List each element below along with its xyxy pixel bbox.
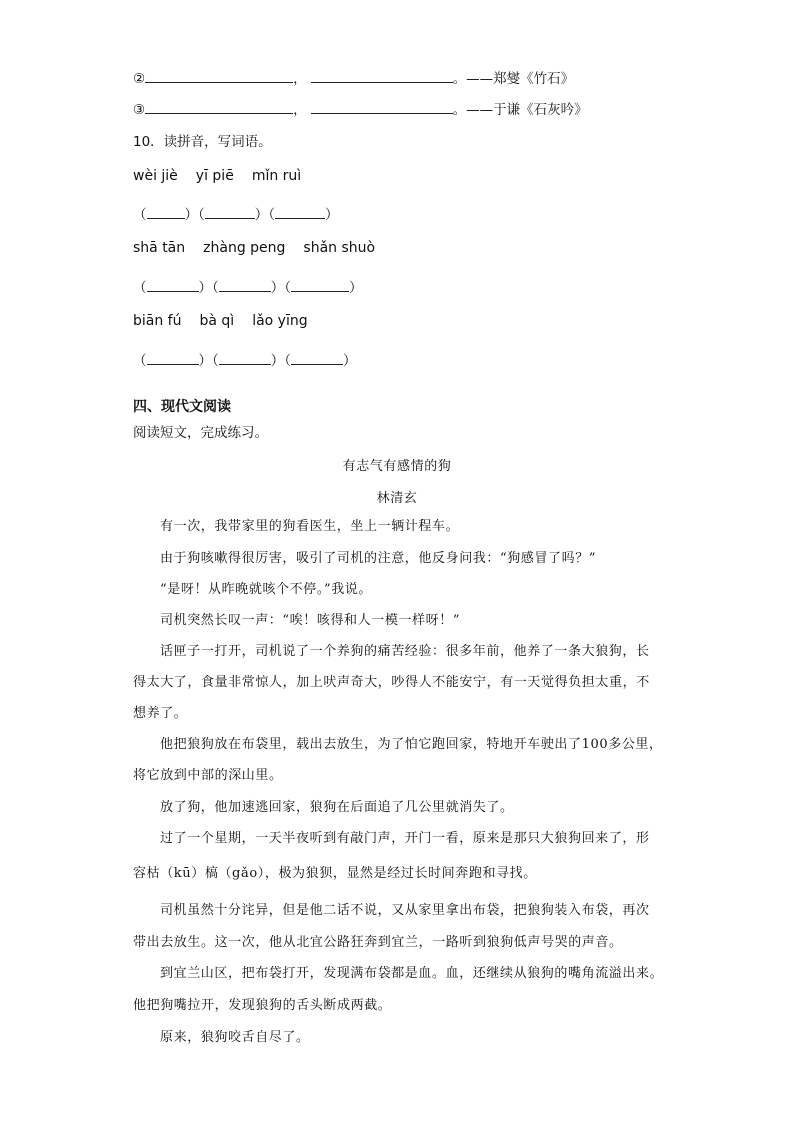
separator: ， [293, 71, 307, 87]
essay-paragraph: 过了一个星期，一天半夜听到有敲门声，开门一看，原来是那只大狼狗回来了，形 [160, 831, 650, 846]
answer-blank[interactable] [311, 68, 453, 83]
answer-blank[interactable] [205, 206, 255, 219]
poem-marker: ③ [133, 102, 146, 118]
answer-blank[interactable] [311, 99, 453, 114]
answer-blank[interactable] [219, 352, 271, 365]
poem-marker: ② [133, 71, 146, 87]
pinyin-item: yī piē [195, 168, 234, 184]
essay-paragraph: 由于狗咳嗽得很厉害，吸引了司机的注意，他反身问我：“狗感冒了吗？” [160, 551, 597, 566]
essay-paragraph: 话匣子一打开，司机说了一个养狗的痛苦经验：很多年前，他养了一条大狼狗，长 [160, 644, 650, 659]
poem-source: ——郑燮《竹石》 [466, 71, 575, 87]
essay-paragraph: 有一次，我带家里的狗看医生，坐上一辆计程车。 [160, 519, 460, 534]
poem-line-3 [133, 98, 588, 118]
essay-title: 有志气有感情的狗 [342, 459, 452, 474]
answer-blank[interactable] [291, 352, 343, 365]
essay-paragraph: 司机虽然十分诧异，但是他二话不说，又从家里拿出布袋，把狼狗装入布袋，再次 [160, 903, 650, 918]
essay-paragraph: 原来，狼狗咬舌自尽了。 [160, 1030, 310, 1045]
poem-line-2 [133, 67, 574, 87]
pinyin-item: bà qì [199, 313, 235, 329]
essay-paragraph: 得太大了，食量非常惊人，加上吠声奇大，吵得人不能安宁，有一天觉得负担太重，不 [133, 675, 650, 690]
essay-paragraph: 将它放到中部的深山里。 [133, 768, 283, 783]
pinyin-item: shā tān [133, 240, 186, 256]
pinyin-row-2 [133, 240, 393, 256]
answer-blank[interactable] [145, 68, 293, 83]
pinyin-item: lǎo yīng [252, 313, 308, 329]
pinyin-row-3 [133, 313, 326, 329]
period: 。 [452, 102, 467, 118]
answer-blank[interactable] [275, 206, 325, 219]
answer-blank[interactable] [291, 279, 349, 292]
essay-paragraph: 放了狗，他加速逃回家，狼狗在后面追了几公里就消失了。 [160, 800, 514, 815]
essay-paragraph: 容枯（kū）槁（gǎo），极为狼狈，显然是经过长时间奔跑和寻找。 [133, 866, 537, 881]
pinyin-item: shǎn shuò [303, 240, 376, 256]
answer-blank[interactable] [147, 206, 185, 219]
essay-paragraph: 到宜兰山区，把布袋打开，发现满布袋都是血。血，还继续从狼狗的嘴角流溢出来。 [160, 966, 664, 981]
essay-paragraph: 带出去放生。这一次，他从北宜公路狂奔到宜兰，一路听到狼狗低声号哭的声音。 [133, 935, 623, 950]
separator: ， [293, 102, 307, 118]
answer-blank[interactable] [145, 99, 293, 114]
essay-paragraph: 想养了。 [133, 706, 188, 721]
answer-row-1: （ ）（ ）（ ） [133, 207, 339, 223]
essay-paragraph: “是呀！从昨晚就咳个不停。”我说。 [160, 582, 372, 597]
essay-paragraph: 司机突然长叹一声：“唉！咳得和人一模一样呀！” [160, 613, 461, 628]
section-instruction: 阅读短文，完成练习。 [133, 425, 268, 441]
pinyin-item: mǐn ruì [251, 168, 302, 184]
answer-row-2: （ ）（ ）（ ） [133, 280, 363, 296]
poem-source: ——于谦《石灰吟》 [466, 102, 588, 118]
answer-blank[interactable] [219, 279, 271, 292]
essay-author: 林清玄 [376, 491, 418, 506]
pinyin-item: biān fú [133, 313, 182, 329]
essay-paragraph: 他把狗嘴拉开，发现狼狗的舌头断成两截。 [133, 998, 392, 1013]
pinyin-item: wèi jiè [133, 168, 178, 184]
period: 。 [452, 71, 467, 87]
question-10-title: 10．读拼音，写词语。 [133, 134, 272, 150]
answer-row-3: （ ）（ ）（ ） [133, 353, 357, 369]
pinyin-item: zhàng peng [203, 240, 286, 256]
pinyin-row-1 [133, 168, 319, 184]
answer-blank[interactable] [147, 352, 199, 365]
essay-paragraph: 他把狼狗放在布袋里，载出去放生，为了怕它跑回家，特地开车驶出了100多公里， [160, 737, 663, 752]
answer-blank[interactable] [147, 279, 199, 292]
section-title: 四、现代文阅读 [133, 399, 231, 415]
